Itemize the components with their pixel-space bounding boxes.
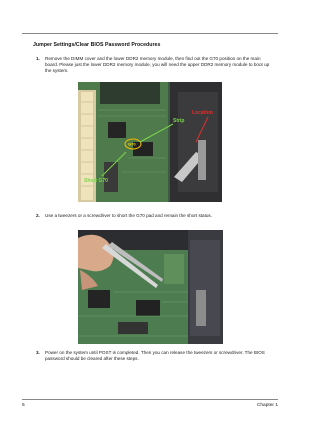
step-1-number: 1.: [36, 56, 40, 61]
chapter-label: Chapter 1: [256, 403, 278, 408]
step-1: [36, 56, 270, 74]
step-2-text: Use a tweezers or a screwdriver to short the G70 pad and remain the short status.: [45, 213, 212, 218]
footer-rule: [22, 399, 278, 400]
shorting-g70-photo: [78, 230, 223, 344]
step-3-number: 3.: [36, 350, 40, 355]
step-1-text: Remove the DIMM cover and the lower DDR2 memory module, then find out the G70 position on the main board. Please just the lower DDR2 memory module, you will need the upper DDR2 memory module to boot up the system.: [45, 56, 270, 73]
section-heading: Jumper Settings/Clear BIOS Password Procedures: [33, 42, 161, 48]
short-g70-label: Short G70: [84, 178, 108, 184]
strip-label: Strip: [173, 118, 185, 124]
motherboard-photo-g70-location: [78, 82, 222, 202]
page-number: 6: [22, 403, 25, 408]
step-2: [36, 213, 270, 219]
location-label: Location: [192, 110, 213, 116]
g70-label: G70: [128, 141, 136, 147]
step-2-number: 2.: [36, 213, 40, 218]
step-3: [36, 350, 270, 362]
header-rule: [22, 33, 278, 34]
step-3-text: Power on the system until POST is completed. Then you can release the tweezers or screwdriver. The BIOS password should be cleared after these steps.: [45, 350, 265, 361]
